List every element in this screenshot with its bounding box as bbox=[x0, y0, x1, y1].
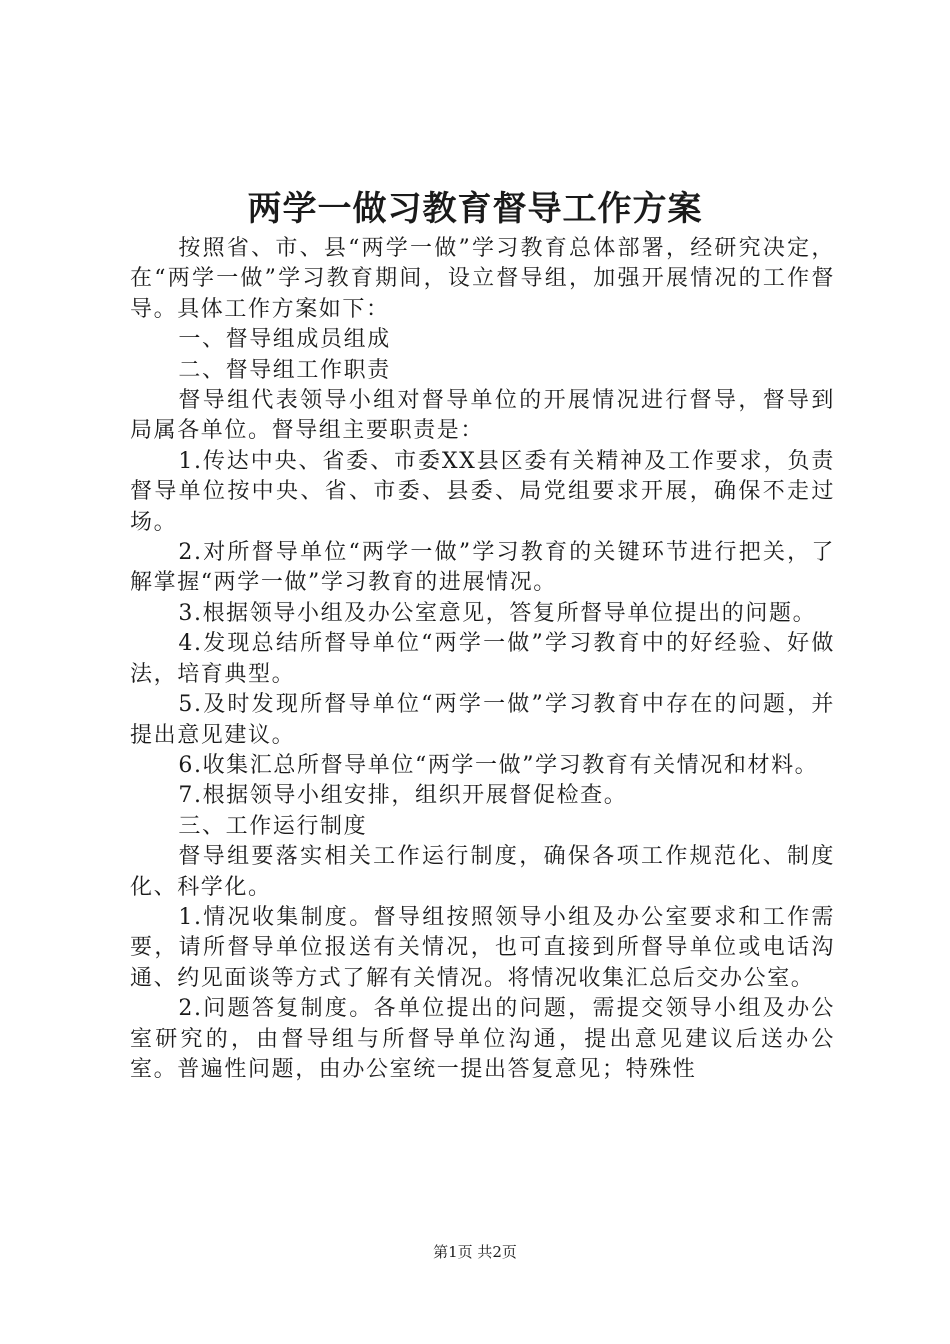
list-item-duty-1: 1.传达中央、省委、市委XX县区委有关精神及工作要求，负责督导单位按中央、省、市委、县委、局党组要求开展，确保不走过场。 bbox=[130, 448, 835, 535]
heading-section-2: 二、督导组工作职责 bbox=[178, 357, 391, 383]
list-item-duty-6: 6.收集汇总所督导单位“两学一做”学习教育有关情况和材料。 bbox=[178, 752, 819, 778]
document-body bbox=[130, 234, 835, 1085]
paragraph-duties-intro: 督导组代表领导小组对督导单位的开展情况进行督导，督导到局属各单位。督导组主要职责是： bbox=[130, 388, 835, 444]
list-item-duty-3: 3.根据领导小组及办公室意见，答复所督导单位提出的问题。 bbox=[178, 600, 817, 626]
paragraph-system-intro: 督导组要落实相关工作运行制度，确保各项工作规范化、制度化、科学化。 bbox=[130, 844, 835, 900]
paragraph-intro: 按照省、市、县“两学一做”学习教育总体部署，经研究决定，在“两学一做”学习教育期间，设立督导组，加强开展情况的工作督导。具体工作方案如下： bbox=[130, 236, 835, 322]
document-title: 两学一做习教育督导工作方案 bbox=[247, 189, 703, 229]
list-item-duty-5: 5.及时发现所督导单位“两学一做”学习教育中存在的问题，并提出意见建议。 bbox=[130, 692, 835, 748]
page-footer: 第1页 共2页 bbox=[433, 1243, 517, 1261]
list-item-duty-4: 4.发现总结所督导单位“两学一做”学习教育中的好经验、好做法，培育典型。 bbox=[130, 631, 835, 687]
list-item-duty-7: 7.根据领导小组安排，组织开展督促检查。 bbox=[178, 783, 628, 809]
list-item-system-2: 2.问题答复制度。各单位提出的问题，需提交领导小组及办公室研究的，由督导组与所督导单位沟通，提出意见建议后送办公室。普遍性问题，由办公室统一提出答复意见；特殊性 bbox=[130, 996, 835, 1082]
list-item-duty-2: 2.对所督导单位“两学一做”学习教育的关键环节进行把关，了解掌握“两学一做”学习教育的进展情况。 bbox=[130, 540, 835, 596]
heading-section-3: 三、工作运行制度 bbox=[178, 813, 368, 839]
list-item-system-1: 1.情况收集制度。督导组按照领导小组及办公室要求和工作需要，请所督导单位报送有关情况，也可直接到所督导单位或电话沟通、约见面谈等方式了解有关情况。将情况收集汇总后交办公室。 bbox=[130, 904, 835, 991]
heading-section-1: 一、督导组成员组成 bbox=[178, 327, 391, 353]
